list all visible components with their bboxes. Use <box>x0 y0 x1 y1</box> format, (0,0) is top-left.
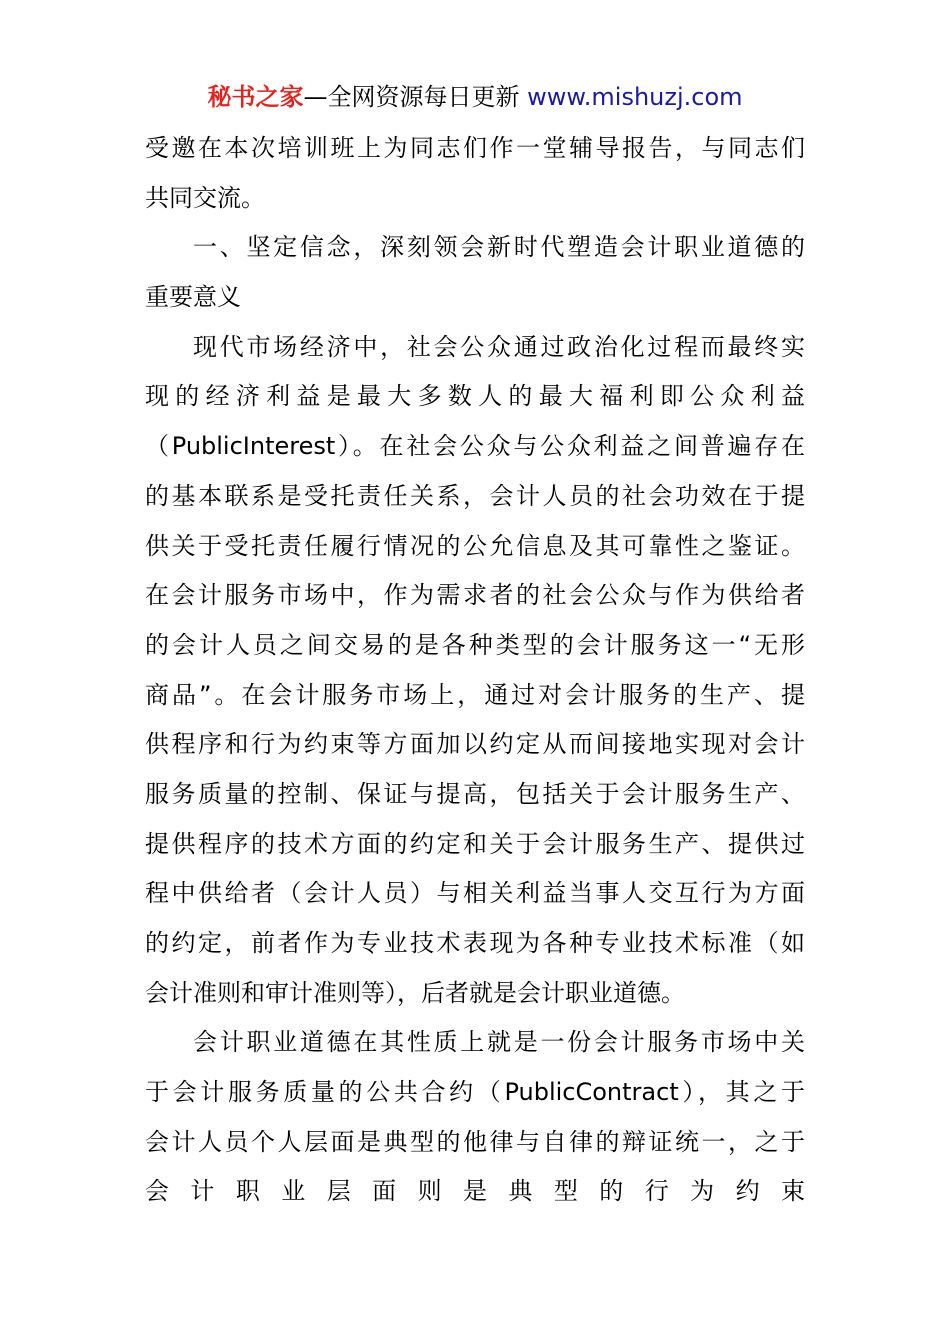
text-line: 于会计服务质量的公共合约（PublicContract），其之于 <box>145 1078 805 1107</box>
text-line: 供关于受托责任履行情况的公允信息及其可靠性之鉴证。 <box>145 531 805 560</box>
text-line: 服务质量的控制、保证与提高，包括关于会计服务生产、 <box>145 779 805 808</box>
text-line: 会计职业道德在其性质上就是一份会计服务市场中关 <box>193 1028 805 1057</box>
section-heading-line: 一、坚定信念，深刻领会新时代塑造会计职业道德的 <box>193 233 805 262</box>
text-line: 的约定，前者作为专业技术表现为各种专业技术标准（如 <box>145 929 805 957</box>
text-line: （PublicInterest）。在社会公众与公众利益之间普遍存在 <box>145 432 805 461</box>
text-line: 供程序和行为约束等方面加以约定从而间接地实现对会计 <box>145 730 805 759</box>
text-line: 会计准则和审计准则等），后者就是会计职业道德。 <box>145 978 685 1007</box>
text-line: 现代市场经济中，社会公众通过政治化过程而最终实 <box>193 332 805 361</box>
text-line: 会计人员个人层面是典型的他律与自律的辩证统一，之于 <box>145 1127 805 1156</box>
text-line: 现的经济利益是最大多数人的最大福利即公众利益 <box>145 382 805 411</box>
text-line: 会计职业层面则是典型的行为约束 <box>145 1177 805 1206</box>
section-heading-line: 重要意义 <box>145 283 241 312</box>
document-body <box>145 124 805 1217</box>
text-line: 的基本联系是受托责任关系，会计人员的社会功效在于提 <box>145 481 805 510</box>
header-slogan: —全网资源每日更新 <box>303 83 520 111</box>
website-link[interactable]: www.mishuzj.com <box>527 83 743 111</box>
text-line: 商品”。在会计服务市场上，通过对会计服务的生产、提 <box>145 680 805 709</box>
text-line: 程中供给者（会计人员）与相关利益当事人交互行为方面 <box>145 879 805 908</box>
text-line: 在会计服务市场中，作为需求者的社会公众与作为供给者 <box>145 581 805 610</box>
brand-name: 秘书之家 <box>207 83 304 111</box>
text-line: 受邀在本次培训班上为同志们作一堂辅导报告，与同志们 <box>145 134 805 162</box>
text-line: 共同交流。 <box>145 183 265 212</box>
page-header <box>0 80 950 114</box>
text-line: 的会计人员之间交易的是各种类型的会计服务这一“无形 <box>145 630 805 659</box>
text-line: 提供程序的技术方面的约定和关于会计服务生产、提供过 <box>145 829 805 858</box>
